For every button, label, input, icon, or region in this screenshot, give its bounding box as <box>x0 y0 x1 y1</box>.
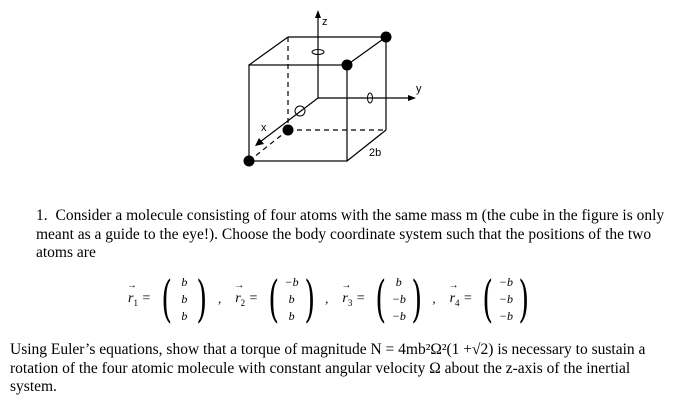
y-axis-label: y <box>416 83 422 95</box>
atom-2 <box>342 60 353 71</box>
x-axis-arrow <box>255 138 264 146</box>
cube-edge-hidden <box>249 130 288 161</box>
vector-r1: → $r_1$ = ( b b b ) , <box>128 274 235 325</box>
z-axis-arrow <box>315 10 321 18</box>
problem-number: 1. <box>36 207 48 224</box>
atom-1 <box>381 32 392 43</box>
atom-3 <box>283 125 294 136</box>
cube-edge <box>249 37 288 65</box>
z-axis-label: z <box>322 16 328 28</box>
edge-length-label: 2b <box>369 147 382 159</box>
vector-r3: → $r_3$ = ( b −b −b ) , <box>342 274 449 325</box>
position-vectors <box>128 268 534 330</box>
vector-r2: → $r_2$ = ( −b b b ) , <box>235 274 342 325</box>
x-axis-label: x <box>261 122 267 134</box>
cube-edge <box>347 37 386 65</box>
cube-figure <box>0 0 681 200</box>
atom-4 <box>244 156 255 167</box>
vector-r4: → $r_4$ = ( −b −b −b ) <box>450 274 534 325</box>
problem-text: Consider a molecule consisting of four atoms with the same mass m (the cube in the figure is only meant as a guide to the eye!). Choose the body coordinate system such that the positions of the two atoms are <box>36 207 665 261</box>
y-axis-arrow <box>408 95 416 101</box>
claim-statement: Using Euler’s equations, show that a torque of magnitude N = 4mb²Ω²(1 +√2) is necessary to sustain a rotation of the four atomic molecule with constant angular velocity Ω about the z-axis of the inertial system. <box>10 341 646 395</box>
problem-statement <box>36 207 666 263</box>
